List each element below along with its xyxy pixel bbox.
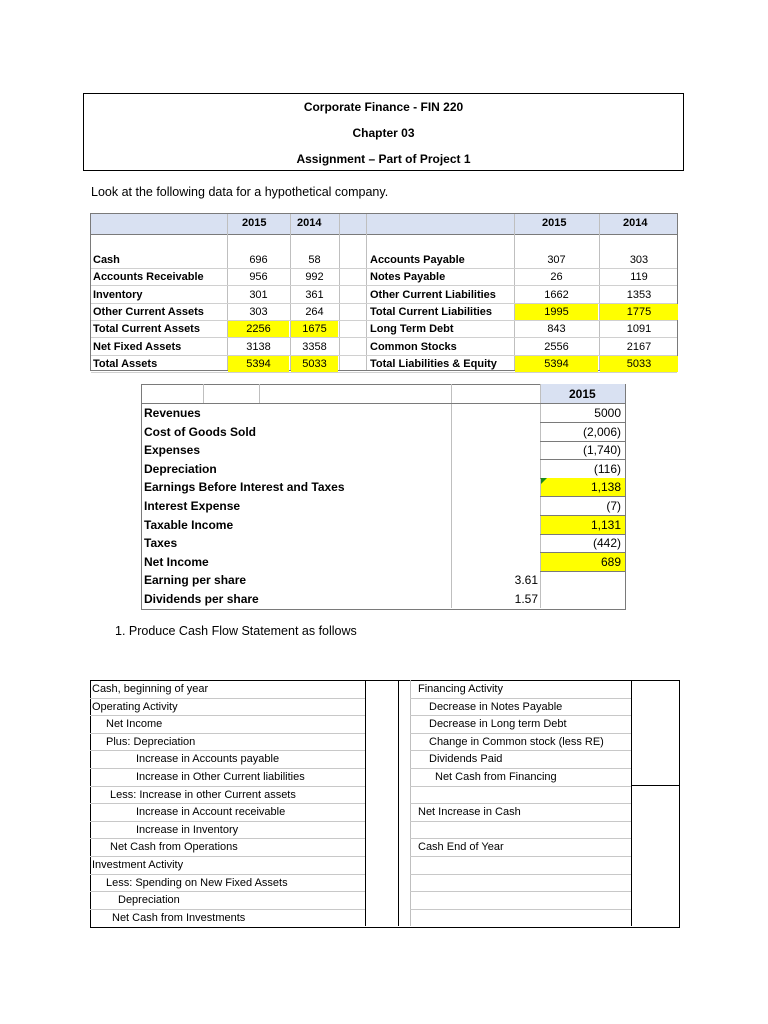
is-row-label: Cost of Goods Sold	[144, 424, 256, 439]
bs-asset-2014: 1675	[291, 321, 338, 337]
cf-left-divider	[90, 909, 365, 910]
cf-left-divider	[90, 768, 365, 769]
bs-asset-label: Total Current Assets	[93, 323, 200, 336]
bs-liability-label: Long Term Debt	[370, 323, 454, 336]
intro-text: Look at the following data for a hypothetical company.	[91, 185, 389, 199]
cash-flow-template	[90, 680, 680, 928]
bs-liability-label: Total Liabilities & Equity	[370, 357, 497, 370]
is-row-value: 1,131	[590, 517, 621, 532]
cf-right-divider	[410, 786, 631, 787]
cf-right-divider	[410, 909, 631, 910]
bs-asset-label: Accounts Receivable	[93, 271, 204, 284]
bs-asset-2014: 992	[305, 271, 324, 284]
bs-row-divider	[91, 372, 677, 373]
is-year: 2015	[569, 387, 596, 401]
bs-liability-2015: 26	[550, 271, 563, 284]
cf-left-divider	[90, 698, 365, 699]
cf-right-item: Financing Activity	[418, 683, 503, 695]
is-row-value: 5000	[594, 406, 621, 420]
bs-liability-2015: 5394	[515, 356, 598, 372]
bs-liability-2014: 119	[630, 271, 648, 284]
cf-right-divider	[410, 856, 631, 857]
bs-asset-2014: 3358	[302, 340, 327, 353]
bs-liability-2014: 1353	[626, 288, 652, 301]
comment-marker-icon	[541, 478, 547, 484]
cf-left-divider	[90, 733, 365, 734]
cf-left-item: Investment Activity	[92, 859, 184, 871]
is-row-label: Depreciation	[144, 461, 217, 476]
cf-right-item: Change in Common stock (less RE)	[429, 735, 604, 748]
assignment-title: Assignment – Part of Project 1	[296, 152, 471, 166]
cf-right-divider	[410, 891, 631, 892]
question-text: 1. Produce Cash Flow Statement as follows	[115, 624, 357, 638]
is-row-per-share: 3.61	[514, 573, 538, 588]
is-row-per-share: 1.57	[514, 592, 538, 606]
is-row-value: (2,006)	[582, 424, 621, 439]
cf-right-item: Dividends Paid	[429, 753, 503, 766]
bs-liability-label: Common Stocks	[370, 340, 457, 353]
is-row	[141, 460, 626, 479]
bs-year-2015-left: 2015	[242, 217, 267, 229]
cf-right-divider	[410, 750, 631, 751]
cf-right-divider	[410, 838, 631, 839]
cf-left-item: Less: Increase in other Current assets	[110, 788, 296, 801]
cf-left-divider	[90, 856, 365, 857]
is-row-label: Net Income	[144, 554, 209, 569]
is-row	[141, 571, 626, 590]
cf-right-item: Cash End of Year	[418, 841, 504, 854]
is-row-value: (1,740)	[582, 443, 621, 458]
is-row-label: Earning per share	[144, 573, 247, 588]
bs-asset-2015: 2256	[228, 321, 289, 337]
is-row-value: (7)	[606, 499, 621, 513]
is-row-label: Interest Expense	[144, 499, 241, 513]
cf-left-divider	[90, 874, 365, 875]
is-row-label: Taxable Income	[144, 517, 234, 532]
bs-asset-2015: 303	[249, 305, 268, 318]
is-row-label: Taxes	[144, 536, 178, 551]
bs-liability-2015: 1662	[544, 288, 569, 301]
cf-right-divider	[410, 698, 631, 699]
cf-left-item: Increase in Accounts payable	[136, 753, 280, 766]
cf-right-divider	[410, 803, 631, 804]
cf-left-divider	[90, 891, 365, 892]
bs-liability-2015: 2556	[544, 340, 569, 353]
cf-right-item: Decrease in Long term Debt	[429, 718, 567, 731]
is-row	[141, 590, 626, 609]
is-row	[141, 553, 626, 572]
cf-left-divider	[90, 750, 365, 751]
income-statement-table	[141, 384, 626, 610]
bs-asset-2014: 361	[305, 288, 324, 301]
bs-liability-2015: 1995	[515, 304, 598, 320]
bs-liability-label: Other Current Liabilities	[370, 288, 496, 301]
is-row	[141, 404, 626, 423]
cf-left-divider	[90, 803, 365, 804]
bs-liability-2014: 5033	[600, 356, 678, 372]
bs-asset-label: Net Fixed Assets	[93, 340, 182, 353]
cf-left-item: Depreciation	[118, 894, 180, 907]
bs-liability-label: Accounts Payable	[370, 254, 465, 266]
bs-liability-2014: 1775	[600, 304, 678, 320]
bs-liability-2014: 303	[629, 254, 649, 266]
bs-year-2015-right: 2015	[542, 217, 567, 229]
bs-liability-2015: 307	[547, 254, 566, 266]
is-row-label: Dividends per share	[144, 592, 259, 606]
cf-left-item: Operating Activity	[92, 700, 178, 713]
is-row	[141, 478, 626, 497]
bs-asset-2014: 264	[305, 305, 324, 318]
is-row	[141, 516, 626, 535]
bs-asset-2015: 301	[249, 288, 268, 301]
bs-year-2014-right: 2014	[623, 217, 648, 229]
cf-left-item: Increase in Other Current liabilities	[136, 771, 305, 783]
bs-year-2014-left: 2014	[297, 217, 322, 229]
cf-left-item: Less: Spending on New Fixed Assets	[106, 876, 288, 889]
cf-right-item: Net Cash from Financing	[435, 771, 557, 783]
cf-right-divider	[410, 715, 631, 716]
cf-left-divider	[90, 838, 365, 839]
cf-left-item: Increase in Inventory	[136, 823, 239, 836]
is-row	[141, 423, 626, 442]
is-row-value: 1,138	[590, 480, 621, 495]
bs-liability-label: Total Current Liabilities	[370, 305, 493, 318]
bs-asset-2015: 3138	[246, 340, 271, 353]
balance-sheet-header	[91, 214, 677, 235]
is-row-label: Earnings Before Interest and Taxes	[144, 480, 345, 495]
cf-left-item: Increase in Account receivable	[136, 806, 286, 819]
cf-left-item: Net Cash from Investments	[112, 911, 246, 924]
is-row-value: (116)	[593, 461, 621, 476]
cf-left-item: Net Income	[106, 718, 163, 731]
chapter-title: Chapter 03	[352, 126, 415, 140]
bs-asset-2015: 696	[249, 254, 268, 266]
bs-liability-2014: 1091	[626, 323, 652, 336]
cf-right-item: Decrease in Notes Payable	[429, 700, 563, 713]
bs-asset-2015: 956	[249, 271, 268, 284]
bs-asset-2015: 5394	[228, 356, 289, 372]
bs-liability-label: Notes Payable	[370, 271, 446, 284]
course-title: Corporate Finance - FIN 220	[303, 100, 464, 114]
cf-left-divider	[90, 715, 365, 716]
cf-right-divider	[410, 874, 631, 875]
bs-liability-2014: 2167	[626, 340, 652, 353]
cf-right-divider	[410, 821, 631, 822]
cf-left-item: Cash, beginning of year	[92, 683, 209, 695]
bs-liability-2015: 843	[547, 323, 566, 336]
is-row	[141, 534, 626, 553]
balance-sheet-table	[90, 213, 678, 371]
bs-asset-label: Cash	[93, 254, 120, 266]
is-row-label: Expenses	[144, 443, 201, 458]
cf-right-divider	[410, 768, 631, 769]
bs-asset-2014: 5033	[291, 356, 338, 372]
cf-right-divider	[410, 733, 631, 734]
title-box	[83, 93, 684, 171]
cf-left-item: Net Cash from Operations	[110, 841, 238, 854]
bs-asset-2014: 58	[308, 254, 321, 266]
is-row	[141, 441, 626, 460]
cf-left-item: Plus: Depreciation	[106, 735, 196, 748]
is-row-label: Revenues	[144, 406, 201, 420]
cf-left-divider	[90, 786, 365, 787]
is-row	[141, 497, 626, 516]
is-row-value: 689	[600, 554, 621, 569]
bs-asset-label: Inventory	[93, 288, 143, 301]
cf-right-item: Net Increase in Cash	[418, 806, 521, 819]
cf-left-divider	[90, 821, 365, 822]
is-row-value: (442)	[592, 536, 621, 551]
bs-asset-label: Other Current Assets	[93, 305, 204, 318]
bs-asset-label: Total Assets	[93, 357, 158, 370]
